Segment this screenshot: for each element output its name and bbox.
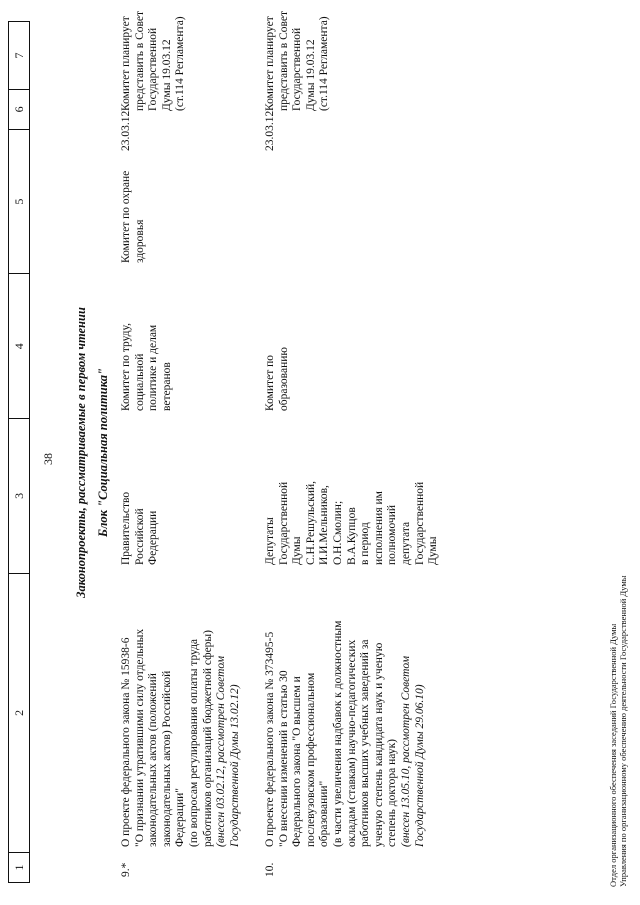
bill-title-line: (в части увеличения надбавок к должностным: [331, 620, 344, 847]
committee-line: Комитет по: [264, 355, 276, 411]
co-committee: [120, 153, 147, 263]
bill-title-line: послевузовском профессиональном: [304, 672, 317, 847]
bill-title-line: работников организаций бюджетной сферы): [201, 630, 214, 847]
author-line: С.Н.Решульский,: [304, 480, 317, 565]
column-header: 5: [9, 129, 29, 274]
row-number: 10.: [264, 862, 276, 877]
bill-note-line: (внесен 03.02.12, рассмотрен Советом: [215, 655, 228, 847]
plan-note: [264, 1, 332, 111]
author-line: полномочий: [386, 505, 399, 565]
author-line: Депутаты: [264, 517, 276, 565]
row-number: 9.*: [120, 862, 132, 877]
column-header: 4: [9, 273, 29, 418]
footer-line: Управления по организационному обеспечению деятельности Государственной Думы: [618, 575, 628, 887]
review-date: 23.03.12: [264, 110, 276, 151]
author-line: Думы: [427, 536, 440, 565]
column-header: 7: [11, 52, 26, 59]
plan-line: представить в Совет: [133, 10, 146, 111]
co-committee-line: здоровья: [133, 219, 146, 263]
section-title: Законопроекты, рассматриваемые в первом чтении: [74, 307, 88, 598]
plan-line: (ст.114 Регламента): [174, 16, 187, 111]
committee-line: образованию: [277, 347, 290, 411]
footer-line: Отдел организационного обеспечения заседаний Государственной Думы: [608, 623, 618, 887]
author-line: В.А.Купцов: [345, 507, 358, 565]
author-line: Правительство: [120, 491, 132, 565]
bill-description: [120, 567, 242, 847]
author-line: Думы: [291, 536, 304, 565]
bill-title-line: О проекте федерального закона № 373495-5: [264, 631, 276, 847]
plan-line: Государственной: [147, 27, 160, 111]
author-line: исполнения им: [372, 491, 385, 565]
bill-note-line: Государственной Думы 29.06.10): [413, 684, 426, 847]
bill-title-line: О проекте федерального закона № 15938-6: [120, 637, 132, 847]
committee-line: Комитет по труду,: [120, 323, 132, 411]
bill-title-line: образовании": [318, 780, 331, 847]
author-line: Федерации: [147, 510, 160, 565]
plan-line: Комитет планирует: [120, 16, 132, 111]
bill-author: [120, 415, 161, 565]
author-line: И.И.Мельников,: [318, 485, 331, 565]
bill-note-line: Государственной Думы 13.02.12): [228, 684, 241, 847]
block-title: Блок "Социальная политика": [96, 368, 110, 537]
plan-line: Думы 19.03.12: [160, 39, 173, 111]
author-line: депутата: [399, 521, 412, 565]
column-header: 6: [9, 89, 29, 129]
column-header: 1: [9, 852, 29, 882]
bill-title-line: "О внесении изменений в статью 30: [277, 670, 290, 847]
bill-title-line: ученую степень кандидата наук и ученую: [372, 642, 385, 847]
committee-line: политике и делам: [147, 324, 160, 411]
plan-note: [120, 1, 188, 111]
bill-title-line: Федерации": [174, 787, 187, 847]
author-line: Государственной: [413, 481, 426, 565]
responsible-committee: [120, 266, 174, 411]
bill-title-line: (по вопросам регулирования оплаты труда: [187, 638, 200, 847]
bill-note-line: (внесен 13.05.10, рассмотрен Советом: [399, 655, 412, 847]
plan-line: (ст.114 Регламента): [318, 16, 331, 111]
review-date: 23.03.12: [120, 110, 132, 151]
committee-line: социальной: [133, 353, 146, 411]
author-line: Государственной: [277, 481, 290, 565]
column-header: 3: [9, 418, 29, 573]
bill-title-line: Федерального закона "О высшем и: [291, 676, 304, 847]
bill-title-line: степень доктора наук): [386, 739, 399, 847]
author-line: О.Н.Смолин;: [331, 500, 344, 565]
plan-line: Комитет планирует: [264, 16, 276, 111]
page-number: 38: [41, 453, 55, 465]
plan-line: представить в Совет: [277, 10, 290, 111]
author-line: в период: [359, 522, 372, 565]
plan-line: Государственной: [291, 27, 304, 111]
bill-description: [264, 567, 427, 847]
column-header: 2: [9, 573, 29, 852]
committee-line: ветеранов: [160, 362, 173, 411]
bill-title-line: законодательных актов) Российской: [160, 670, 173, 847]
bill-title-line: работников высших учебных заведений за: [359, 639, 372, 847]
bill-title-line: законодательных актов (положений: [147, 673, 160, 847]
co-committee-line: Комитет по охране: [120, 170, 132, 263]
responsible-committee: [264, 266, 291, 411]
bill-author: [264, 415, 441, 565]
column-header-row: [8, 21, 30, 883]
plan-line: Думы 19.03.12: [304, 39, 317, 111]
bill-title-line: "О признании утратившими силу отдельных: [133, 628, 146, 847]
bill-title-line: окладам (ставкам) научно-педагогических: [345, 639, 358, 847]
author-line: Российской: [133, 508, 146, 565]
